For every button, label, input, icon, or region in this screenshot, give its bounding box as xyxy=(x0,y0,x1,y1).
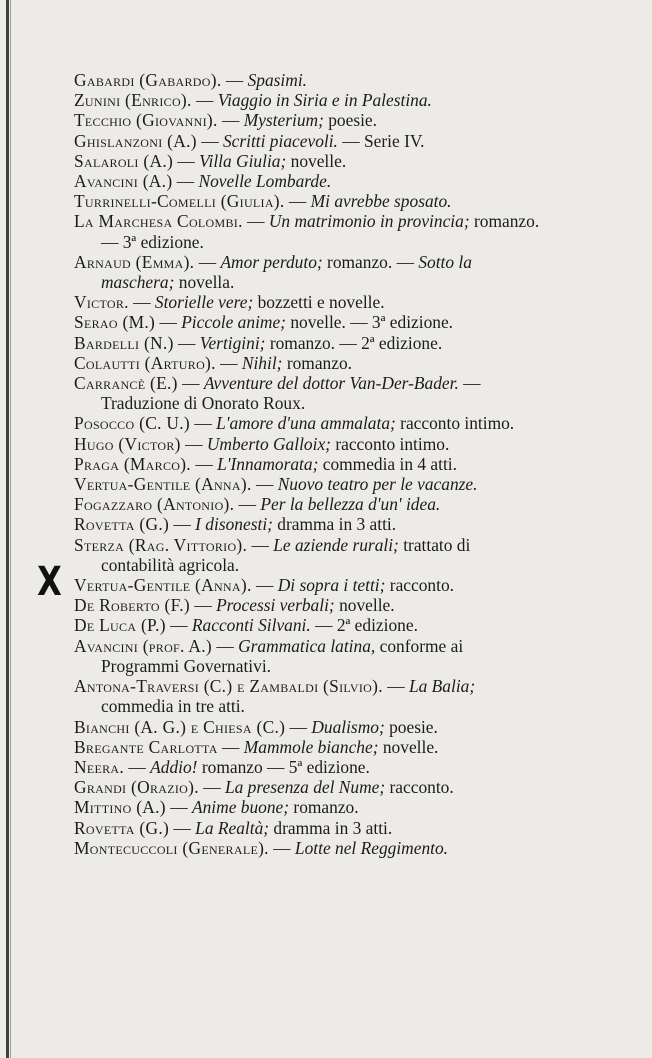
separator: — xyxy=(173,150,200,171)
separator: — xyxy=(215,352,242,373)
work-title: Racconti Silvani. xyxy=(191,615,311,636)
book-list xyxy=(74,70,544,858)
author-name: Rovetta (G.) xyxy=(74,817,170,838)
work-details: romanzo. xyxy=(282,352,353,373)
catalog-entry xyxy=(74,191,544,211)
separator: — xyxy=(196,130,223,151)
catalog-entry xyxy=(74,575,544,595)
author-name: De Luca (P.) xyxy=(74,615,166,636)
work-title: Scritti piacevoli. xyxy=(222,130,338,151)
separator: — xyxy=(165,797,192,818)
catalog-entry xyxy=(74,514,544,534)
work-title: I disonesti; xyxy=(195,514,273,535)
catalog-entry xyxy=(74,717,544,737)
work-title: Viaggio in Siria e in Palestina. xyxy=(217,90,432,111)
separator: — xyxy=(180,433,207,454)
catalog-entry xyxy=(74,818,544,838)
work-details: trattato di contabilità agricola. xyxy=(101,534,471,575)
catalog-entry xyxy=(74,535,544,575)
separator: — xyxy=(382,676,409,697)
separator: — xyxy=(234,494,261,515)
catalog-entry xyxy=(74,373,544,413)
separator: — xyxy=(247,534,274,555)
work-details: romanzo — 5ª edizione. xyxy=(197,756,370,777)
separator: — xyxy=(211,635,239,656)
author-name: Praga (Marco). xyxy=(74,453,191,474)
work-title: Nuovo teatro per le vacanze. xyxy=(277,474,478,495)
separator: — xyxy=(251,474,278,495)
separator: — xyxy=(165,615,192,636)
author-name: Hugo (Victor) xyxy=(74,433,181,454)
work-details: conforme ai Programmi Governativi. xyxy=(101,635,464,676)
author-name: Serao (M.) xyxy=(74,312,156,333)
work-title: Umberto Galloix; xyxy=(206,433,331,454)
catalog-entry xyxy=(74,777,544,797)
work-details: poesie. xyxy=(323,110,377,131)
work-title: La Balia; xyxy=(408,676,476,697)
separator: — xyxy=(190,453,218,474)
work-title: Novelle Lombarde. xyxy=(198,171,332,192)
work-title: Un matrimonio in provincia; xyxy=(268,211,470,232)
work-title: Lotte nel Reggimento. xyxy=(294,837,449,858)
separator: — xyxy=(189,595,217,616)
author-name: Grandi (Orazio). xyxy=(74,777,199,798)
work-title: L'amore d'una ammalata; xyxy=(216,413,396,434)
author-name: Neera. xyxy=(74,756,125,777)
handwritten-x-mark: X xyxy=(37,559,62,605)
work-title: Villa Giulia; xyxy=(199,150,287,171)
work-details: commedia in tre atti. xyxy=(101,696,245,717)
separator: — xyxy=(221,70,248,90)
work-title: Spasimi. xyxy=(247,70,308,90)
author-name: Rovetta (G.) xyxy=(74,514,170,535)
separator: — xyxy=(194,251,221,272)
work-title: Anime buone; xyxy=(191,797,290,818)
catalog-entry xyxy=(74,737,544,757)
work-details: — Serie IV. xyxy=(337,130,425,151)
catalog-entry xyxy=(74,70,544,90)
catalog-entry xyxy=(74,595,544,615)
author-name: Bianchi (A. G.) e Chiesa (C.) xyxy=(74,716,286,737)
work-title: Mysterium; xyxy=(243,110,324,131)
catalog-entry xyxy=(74,211,544,251)
catalog-entry xyxy=(74,131,544,151)
work-title: Di sopra i tetti; xyxy=(277,575,386,596)
separator: — xyxy=(284,191,311,212)
work-title: Avventure del dottor Van-Der-Bader. xyxy=(203,373,459,394)
author-name: Colautti (Arturo). xyxy=(74,352,216,373)
author-name: Salaroli (A.) xyxy=(74,150,174,171)
separator: — xyxy=(169,817,196,838)
work-title: Le aziende rurali; xyxy=(273,534,399,555)
author-name: De Roberto (F.) xyxy=(74,595,190,616)
work-title: Mammole bianche; xyxy=(243,736,379,757)
work-title: Nihil; xyxy=(241,352,283,373)
separator: — xyxy=(189,413,217,434)
catalog-entry xyxy=(74,353,544,373)
catalog-entry xyxy=(74,797,544,817)
work-title: Storielle vere; xyxy=(154,292,254,313)
catalog-entry xyxy=(74,171,544,191)
work-details: romanzo. xyxy=(289,797,359,818)
separator: — xyxy=(155,312,182,333)
work-details: dramma in 3 atti. xyxy=(269,817,393,838)
separator: — xyxy=(217,736,244,757)
work-details: racconto intimo. xyxy=(330,433,450,454)
author-name: Vertua-Gentile (Anna). xyxy=(74,474,252,495)
page-binding-edge xyxy=(6,0,9,1058)
author-name: Posocco (C. U.) xyxy=(74,413,190,434)
work-details: racconto. xyxy=(385,777,454,798)
catalog-entry xyxy=(74,151,544,171)
catalog-entry xyxy=(74,413,544,433)
work-title: Vertigini; xyxy=(199,332,266,353)
separator: — xyxy=(172,171,199,192)
work-details: — Traduzione di Onorato Roux. xyxy=(101,373,481,414)
catalog-entry xyxy=(74,90,544,110)
separator: — xyxy=(191,90,218,111)
work-title: Dualismo; xyxy=(311,716,385,737)
author-name: Fogazzaro (Antonio). xyxy=(74,494,235,515)
author-name: Mittino (A.) xyxy=(74,797,166,818)
separator: — xyxy=(242,211,269,232)
separator: — xyxy=(128,292,155,313)
work-details: — 2ª edizione. xyxy=(310,615,418,636)
work-details: bozzetti e novelle. xyxy=(253,292,385,313)
separator: — xyxy=(177,373,204,394)
work-details-secondary: novella. xyxy=(174,272,235,293)
author-name: Turrinelli-Comelli (Giulia). xyxy=(74,191,285,212)
author-name: Gabardi (Gabardo). xyxy=(74,70,222,90)
work-title: La Realtà; xyxy=(195,817,270,838)
author-name: Sterza (Rag. Vittorio). xyxy=(74,534,248,555)
catalog-entry xyxy=(74,312,544,332)
work-details: novelle. xyxy=(334,595,395,616)
work-title: Amor perduto; xyxy=(220,251,323,272)
work-details: romanzo. — 2ª edizione. xyxy=(265,332,443,353)
catalog-entry xyxy=(74,333,544,353)
author-name: Avancini (A.) xyxy=(74,171,173,192)
work-title: Grammatica latina, xyxy=(238,635,376,656)
work-details: romanzo. — xyxy=(322,251,419,272)
author-name: Ghislanzoni (A.) xyxy=(74,130,197,151)
author-name: Montecuccoli (Generale). xyxy=(74,837,269,858)
separator: — xyxy=(285,716,312,737)
separator: — xyxy=(198,777,225,798)
catalog-entry xyxy=(74,292,544,312)
work-title: La presenza del Nume; xyxy=(224,777,386,798)
work-details: novelle. xyxy=(286,150,347,171)
work-details: romanzo. — 3ª edizione. xyxy=(101,211,540,252)
catalog-entry xyxy=(74,252,544,292)
catalog-entry xyxy=(74,474,544,494)
separator: — xyxy=(251,575,278,596)
work-title: Piccole anime; xyxy=(181,312,286,333)
work-title: Per la bellezza d'un' idea. xyxy=(260,494,441,515)
work-details: racconto intimo. xyxy=(395,413,515,434)
author-name: Bardelli (N.) xyxy=(74,332,174,353)
catalog-entry xyxy=(74,434,544,454)
author-name: Tecchio (Giovanni). xyxy=(74,110,218,131)
catalog-entry xyxy=(74,838,544,858)
author-name: Bregante Carlotta xyxy=(74,736,218,757)
work-details: novelle. — 3ª edizione. xyxy=(285,312,454,333)
author-name: Zunini (Enrico). xyxy=(74,90,192,111)
work-title: Mi avrebbe sposato. xyxy=(310,191,452,212)
catalog-entry xyxy=(74,110,544,130)
author-name: Victor. xyxy=(74,292,129,313)
work-title: Addio! xyxy=(150,756,198,777)
author-name: La Marchesa Colombi. xyxy=(74,211,243,232)
work-details: dramma in 3 atti. xyxy=(272,514,397,535)
catalog-entry xyxy=(74,615,544,635)
author-name: Vertua-Gentile (Anna). xyxy=(74,575,252,596)
catalog-entry xyxy=(74,676,544,716)
work-details: commedia in 4 atti. xyxy=(318,453,457,474)
page-binding-shadow xyxy=(10,0,11,1058)
author-name: Antona-Traversi (C.) e Zambaldi (Silvio). xyxy=(74,676,383,697)
work-title-secondary: Sotto la maschera; xyxy=(101,251,472,293)
work-details: poesie. xyxy=(384,716,438,737)
separator: — xyxy=(169,514,196,535)
work-details: novelle. xyxy=(378,736,439,757)
author-name: Carrancè (E.) xyxy=(74,373,178,394)
separator: — xyxy=(268,837,295,858)
separator: — xyxy=(124,756,151,777)
catalog-entry xyxy=(74,757,544,777)
work-details: racconto. xyxy=(385,575,454,596)
author-name: Avancini (prof. A.) xyxy=(74,635,212,656)
author-name: Arnaud (Emma). xyxy=(74,251,195,272)
work-title: Processi verbali; xyxy=(216,595,335,616)
catalog-entry xyxy=(74,454,544,474)
separator: — xyxy=(217,110,244,131)
separator: — xyxy=(173,332,200,353)
catalog-entry xyxy=(74,494,544,514)
catalog-entry xyxy=(74,636,544,676)
work-title: L'Innamorata; xyxy=(217,453,319,474)
